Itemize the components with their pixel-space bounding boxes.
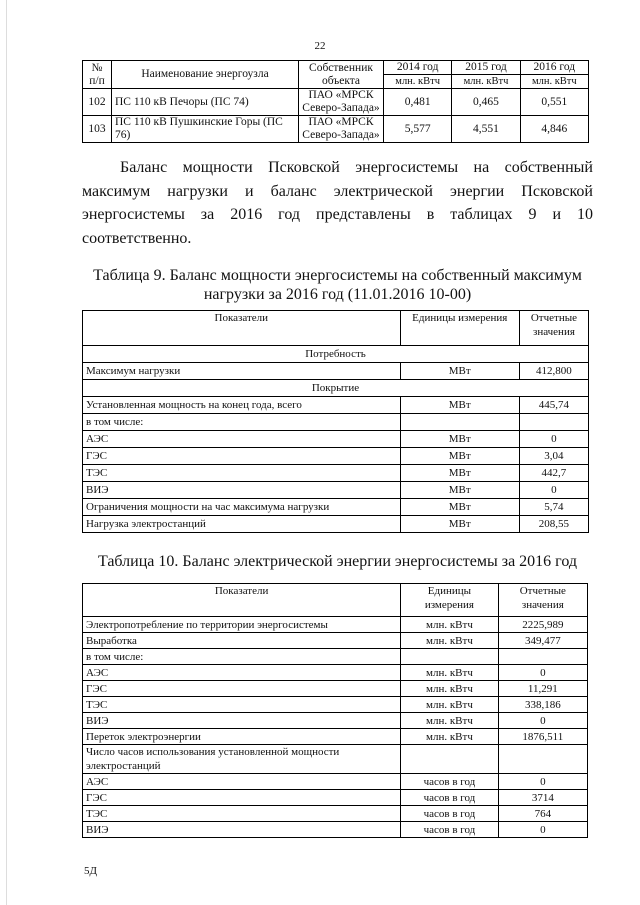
row-unit: часов в год bbox=[401, 774, 498, 790]
table10-caption: Таблица 10. Баланс электрической энергии энергосистемы за 2016 год bbox=[97, 553, 578, 570]
page-number: 22 bbox=[314, 40, 326, 52]
row-name: ТЭС bbox=[83, 465, 401, 482]
row-value-2014: 0,481 bbox=[384, 89, 452, 116]
table-row bbox=[83, 499, 589, 516]
row-value: 338,186 bbox=[498, 697, 587, 713]
row-name: АЭС bbox=[83, 431, 401, 448]
row-unit: МВт bbox=[400, 516, 519, 533]
page-footer-mark: 5Д bbox=[84, 865, 98, 877]
row-value-2014: 5,577 bbox=[384, 116, 452, 143]
row-value-2015: 4,551 bbox=[452, 116, 520, 143]
row-name: ТЭС bbox=[83, 806, 401, 822]
row-unit: МВт bbox=[400, 397, 519, 414]
t9-header-value: Отчетные значения bbox=[519, 311, 588, 346]
table-row bbox=[83, 697, 588, 713]
node-table bbox=[82, 60, 589, 143]
row-owner: ПАО «МРСК Северо-Запада» bbox=[299, 89, 384, 116]
row-value: 11,291 bbox=[498, 681, 587, 697]
row-name: ПС 110 кВ Печоры (ПС 74) bbox=[112, 89, 299, 116]
table-row bbox=[83, 822, 588, 838]
row-unit: часов в год bbox=[401, 822, 498, 838]
row-unit: млн. кВтч bbox=[401, 633, 498, 649]
row-name: ВИЭ bbox=[83, 713, 401, 729]
row-name: Ограничения мощности на час максимума нагрузки bbox=[83, 499, 401, 516]
row-name: ГЭС bbox=[83, 681, 401, 697]
table-row bbox=[83, 363, 589, 380]
table-row bbox=[83, 89, 589, 116]
table-row bbox=[83, 116, 589, 143]
row-value: 208,55 bbox=[519, 516, 588, 533]
row-value-2016: 0,551 bbox=[520, 89, 588, 116]
t9-section-cover: Покрытие bbox=[83, 380, 589, 397]
row-unit: МВт bbox=[400, 448, 519, 465]
row-value: 0 bbox=[498, 665, 587, 681]
row-name: Переток электроэнергии bbox=[83, 729, 401, 745]
row-name: ГЭС bbox=[83, 448, 401, 465]
row-value: 0 bbox=[519, 431, 588, 448]
table-row bbox=[83, 397, 589, 414]
row-value: 0 bbox=[498, 774, 587, 790]
power-balance-table bbox=[82, 310, 589, 533]
row-unit bbox=[400, 414, 519, 431]
table-row bbox=[83, 448, 589, 465]
row-value bbox=[519, 414, 588, 431]
row-value: 412,800 bbox=[519, 363, 588, 380]
row-value: 349,477 bbox=[498, 633, 587, 649]
unit-2015: млн. кВтч bbox=[452, 75, 520, 89]
energy-balance-table bbox=[82, 583, 588, 838]
row-unit: млн. кВтч bbox=[401, 681, 498, 697]
col-header-num: № п/п bbox=[83, 61, 112, 89]
row-num: 102 bbox=[83, 89, 112, 116]
row-name: ПС 110 кВ Пушкинские Горы (ПС 76) bbox=[112, 116, 299, 143]
row-unit: МВт bbox=[400, 465, 519, 482]
t10-header-indicator: Показатели bbox=[83, 584, 401, 617]
table-row bbox=[83, 482, 589, 499]
row-unit: млн. кВтч bbox=[401, 617, 498, 633]
t9-header-unit: Единицы измерения bbox=[400, 311, 519, 346]
row-owner: ПАО «МРСК Северо-Запада» bbox=[299, 116, 384, 143]
row-unit: часов в год bbox=[401, 806, 498, 822]
row-value: 5,74 bbox=[519, 499, 588, 516]
col-header-2015: 2015 год bbox=[452, 61, 520, 75]
col-header-2016: 2016 год bbox=[520, 61, 588, 75]
row-name: в том числе: bbox=[83, 414, 401, 431]
t9-header-indicator: Показатели bbox=[83, 311, 401, 346]
row-value: 2225,989 bbox=[498, 617, 587, 633]
row-name: АЭС bbox=[83, 665, 401, 681]
table-row bbox=[83, 729, 588, 745]
t10-header-value: Отчетные значения bbox=[498, 584, 587, 617]
unit-2014: млн. кВтч bbox=[384, 75, 452, 89]
row-value bbox=[498, 649, 587, 665]
row-value: 1876,511 bbox=[498, 729, 587, 745]
row-name: Число часов использования установленной мощности электростанций bbox=[83, 745, 401, 774]
row-unit: млн. кВтч bbox=[401, 665, 498, 681]
row-unit: млн. кВтч bbox=[401, 729, 498, 745]
row-name: ВИЭ bbox=[83, 822, 401, 838]
row-value: 764 bbox=[498, 806, 587, 822]
row-unit: МВт bbox=[400, 499, 519, 516]
table-row bbox=[83, 665, 588, 681]
row-unit bbox=[401, 745, 498, 774]
table-row bbox=[83, 431, 589, 448]
row-name: Максимум нагрузки bbox=[83, 363, 401, 380]
row-value: 3,04 bbox=[519, 448, 588, 465]
table-row bbox=[83, 713, 588, 729]
row-name: ВИЭ bbox=[83, 482, 401, 499]
t9-section-demand: Потребность bbox=[83, 346, 589, 363]
table-row bbox=[83, 414, 589, 431]
row-value bbox=[498, 745, 587, 774]
table-row bbox=[83, 633, 588, 649]
row-name: АЭС bbox=[83, 774, 401, 790]
row-name: в том числе: bbox=[83, 649, 401, 665]
row-value: 445,74 bbox=[519, 397, 588, 414]
table-row bbox=[83, 649, 588, 665]
t10-header-unit: Единицы измерения bbox=[401, 584, 498, 617]
table-row bbox=[83, 516, 589, 533]
scan-edge-line bbox=[6, 0, 7, 905]
row-unit bbox=[401, 649, 498, 665]
row-name: ТЭС bbox=[83, 697, 401, 713]
row-unit: млн. кВтч bbox=[401, 697, 498, 713]
row-name: Электропотребление по территории энергосистемы bbox=[83, 617, 401, 633]
row-unit: МВт bbox=[400, 363, 519, 380]
table-row bbox=[83, 790, 588, 806]
row-value: 442,7 bbox=[519, 465, 588, 482]
table-row bbox=[83, 745, 588, 774]
col-header-2014: 2014 год bbox=[384, 61, 452, 75]
row-num: 103 bbox=[83, 116, 112, 143]
col-header-name: Наименование энергоузла bbox=[112, 61, 299, 89]
row-name: Установленная мощность на конец года, всего bbox=[83, 397, 401, 414]
intro-paragraph: Баланс мощности Псковской энергосистемы на собственный максимум нагрузки и баланс электрической энергии Псковской энергосистемы за 2016 год представлены в таблицах 9 и 10 соответственно. bbox=[82, 159, 593, 247]
table-row bbox=[83, 774, 588, 790]
row-unit: часов в год bbox=[401, 790, 498, 806]
row-value-2015: 0,465 bbox=[452, 89, 520, 116]
row-value: 0 bbox=[519, 482, 588, 499]
row-value: 3714 bbox=[498, 790, 587, 806]
table-row bbox=[83, 465, 589, 482]
table9-caption: Таблица 9. Баланс мощности энергосистемы на собственный максимум нагрузки за 2016 год (11.01.2016 10-00) bbox=[93, 267, 582, 303]
row-name: ГЭС bbox=[83, 790, 401, 806]
table-row bbox=[83, 806, 588, 822]
row-unit: млн. кВтч bbox=[401, 713, 498, 729]
row-value-2016: 4,846 bbox=[520, 116, 588, 143]
row-name: Выработка bbox=[83, 633, 401, 649]
row-name: Нагрузка электростанций bbox=[83, 516, 401, 533]
row-unit: МВт bbox=[400, 482, 519, 499]
col-header-owner: Собственник объекта bbox=[299, 61, 384, 89]
table-row bbox=[83, 681, 588, 697]
row-unit: МВт bbox=[400, 431, 519, 448]
row-value: 0 bbox=[498, 822, 587, 838]
row-value: 0 bbox=[498, 713, 587, 729]
unit-2016: млн. кВтч bbox=[520, 75, 588, 89]
table-row bbox=[83, 617, 588, 633]
